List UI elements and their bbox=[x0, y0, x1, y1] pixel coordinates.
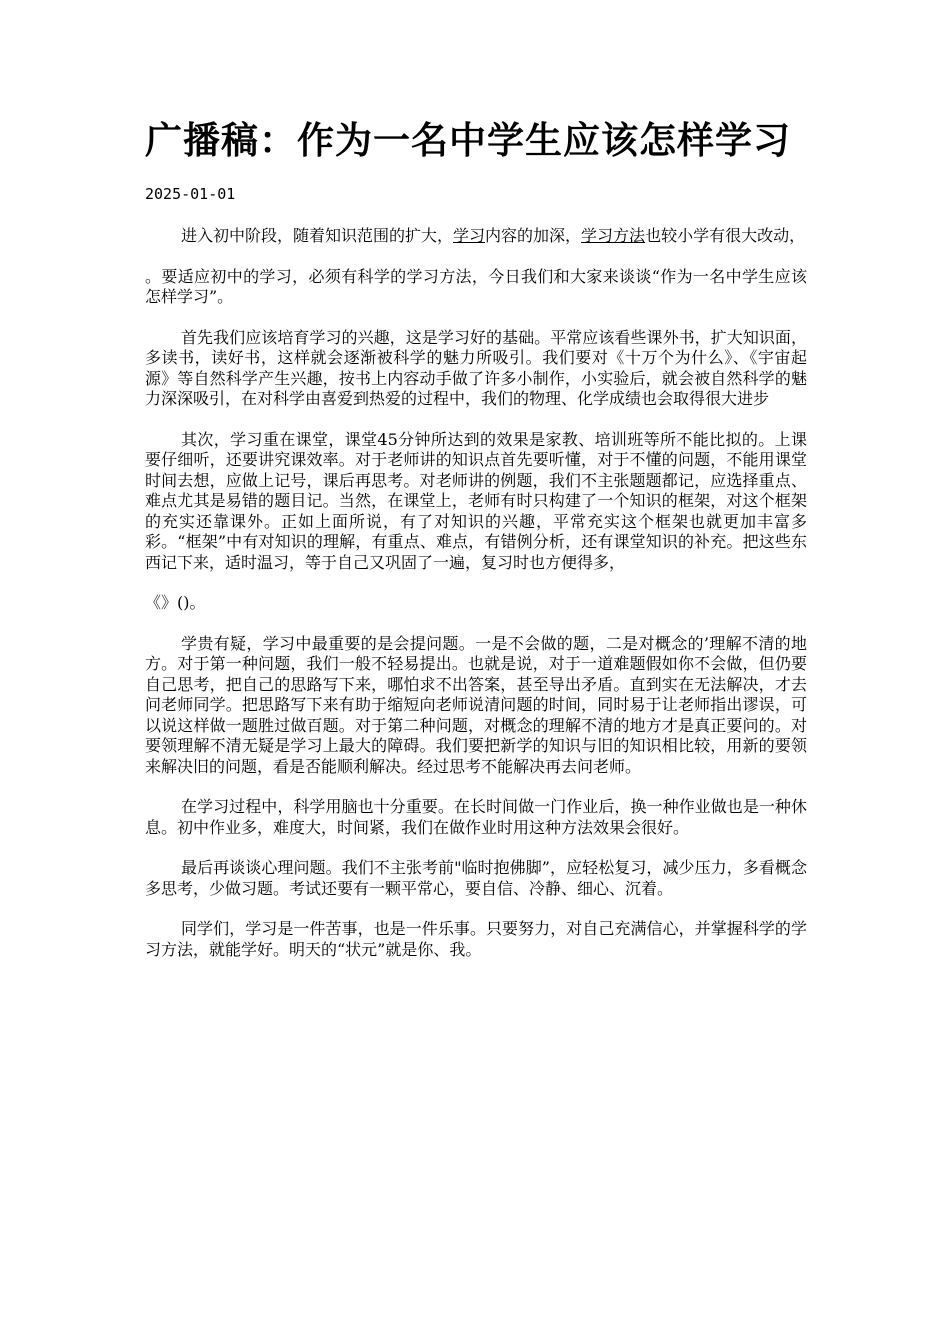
study-method-link[interactable]: 学习方法 bbox=[581, 226, 646, 245]
paragraph-mindset: 最后再谈谈心理问题。我们不主张考前"临时抱佛脚”，应轻松复习，减少压力，多看概念多思考，少做习题。考试还要有一颗平常心，要自信、冷静、细心、沉着。 bbox=[145, 858, 807, 898]
document-date: 2025-01-01 bbox=[145, 185, 236, 203]
paragraph-topic: 。要适应初中的学习，必须有科学的学习方法，今日我们和大家来谈谈“作为一名中学生应该怎样学习”。 bbox=[145, 266, 807, 306]
document-page bbox=[145, 0, 807, 960]
study-link[interactable]: 学习 bbox=[453, 226, 486, 245]
paragraph-intro-text-b: 内容的加深， bbox=[485, 226, 582, 245]
paragraph-classroom: 其次，学习重在课堂，课堂45分钟所达到的效果是家教、培训班等所不能比拟的。上课要仔细听，还要讲究课效率。对于老师讲的知识点首先要听懂，对于不懂的问题，不能用课堂时间去想，应做上记号，课后再思考。对老师讲的例题，我们不主张题题都记，应选择重点、难点尤其是易错的题目记。当然，在课堂上，老师有时只构建了一个知识的框架，对这个框架的充实还靠课外。正如上面所说，有了对知识的兴趣，平常充实这个框架也就更加丰富多彩。“框架”中有对知识的理解，有重点、难点，有错例分析，还有课堂知识的补充。把这些东西记下来，适时温习，等于自己又巩固了一遍，复习时也方便得多， bbox=[145, 429, 807, 572]
paragraph-questions: 学贵有疑，学习中最重要的是会提问题。一是不会做的题，二是对概念的’理解不清的地方。对于第一种问题，我们一般不轻易提出。也就是说，对于一道难题假如你不会做，但仍要自己思考，把自己的思路写下来，哪怕求不出答案，甚至导出矛盾。直到实在无法解决，才去问老师同学。把思路写下来有助于缩短向老师说清问题的时间，同时易于让老师指出谬误，可以说这样做一题胜过做百题。对于第二种问题，对概念的理解不清的地方才是真正要问的。对要领理解不清无疑是学习上最大的障碍。我们要把新学的知识与旧的知识相比较，用新的要领来解决旧的问题，看是否能顺利解决。经过思考不能解决再去问老师。 bbox=[145, 633, 807, 776]
paragraph-intro bbox=[145, 226, 807, 247]
paragraph-fragment: 《》()。 bbox=[145, 593, 206, 612]
paragraph-brain-use: 在学习过程中，科学用脑也十分重要。在长时间做一门作业后，换一种作业做也是一种休息。初中作业多，难度大，时间紧，我们在做作业时用这种方法效果会很好。 bbox=[145, 797, 807, 837]
paragraph-intro-text-a: 进入初中阶段，随着知识范围的扩大， bbox=[181, 226, 454, 245]
paragraph-interest: 首先我们应该培育学习的兴趣，这是学习好的基础。平常应该看些课外书，扩大知识面，多读书，读好书，这样就会逐渐被科学的魅力所吸引。我们要对《十万个为什么》、《宇宙起源》等自然科学产生兴趣，按书上内容动手做了许多小制作，小实验后，就会被自然科学的魅力深深吸引，在对科学由喜爱到热爱的过程中，我们的物理、化学成绩也会取得很大进步 bbox=[145, 327, 807, 408]
document-title: 广播稿：作为一名中学生应该怎样学习 bbox=[145, 119, 791, 162]
paragraph-conclusion: 同学们，学习是一件苦事，也是一件乐事。只要努力，对自己充满信心，并掌握科学的学习方法，就能学好。明天的“状元”就是你、我。 bbox=[145, 919, 807, 959]
paragraph-intro-text-c: 也较小学有很大改动， bbox=[645, 226, 806, 245]
